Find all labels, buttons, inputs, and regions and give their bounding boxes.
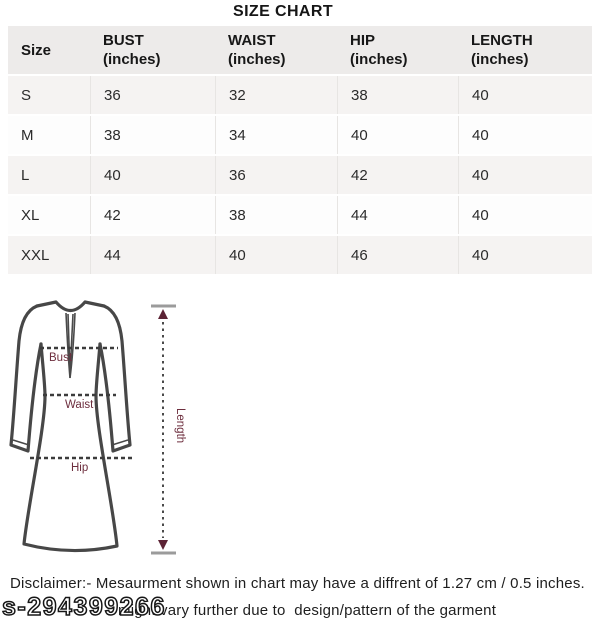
cell-length: 40 (458, 236, 592, 274)
column-header-length (458, 26, 592, 74)
cell-hip: 46 (337, 236, 458, 274)
cell-waist: 32 (215, 76, 337, 114)
bust-label: Bust (49, 352, 73, 364)
waist-label: Waist (65, 399, 94, 411)
cell-length: 40 (458, 116, 592, 154)
garment-measurement-diagram (0, 293, 220, 573)
cell-bust: 44 (90, 236, 215, 274)
cell-bust: 40 (90, 156, 215, 194)
length-arrow (151, 306, 176, 553)
neck-placket-lines (66, 313, 75, 378)
disclaimer-line-1: Disclaimer:- Mesaurment shown in chart may have a diffrent of 1.27 cm / 0.5 inches. (10, 575, 585, 592)
table-row-xxl (8, 236, 592, 274)
column-header-hip (337, 26, 458, 74)
column-label: BUST (103, 32, 144, 49)
column-label: Size (21, 41, 52, 59)
cell-length: 40 (458, 196, 592, 234)
cell-length: 40 (458, 76, 592, 114)
cell-waist: 34 (215, 116, 337, 154)
cell-size: XXL (21, 246, 50, 264)
cell-waist: 36 (215, 156, 337, 194)
column-sublabel: (inches) (471, 51, 529, 68)
cell-size: S (21, 86, 32, 104)
cell-bust: 38 (90, 116, 215, 154)
cell-hip: 40 (337, 116, 458, 154)
cell-waist: 40 (215, 236, 337, 274)
cell-hip: 38 (337, 76, 458, 114)
cell-waist: 38 (215, 196, 337, 234)
cell-length: 40 (458, 156, 592, 194)
column-header-size (8, 26, 90, 74)
cell-hip: 42 (337, 156, 458, 194)
cell-size: L (21, 166, 30, 184)
column-label: LENGTH (471, 32, 533, 49)
kurti-outline-drawing (11, 302, 130, 551)
cell-bust: 42 (90, 196, 215, 234)
table-row-l (8, 156, 592, 194)
cell-size: XL (21, 206, 40, 224)
hip-label: Hip (71, 462, 89, 474)
cell-hip: 44 (337, 196, 458, 234)
column-sublabel: (inches) (228, 51, 286, 68)
table-row-m (8, 116, 592, 154)
cell-bust: 36 (90, 76, 215, 114)
disclaimer-line-2: might vary further due to design/pattern of the garment (118, 602, 497, 619)
cell-size: M (21, 126, 34, 144)
arrow-down-icon (158, 540, 168, 550)
size-table (8, 26, 592, 274)
table-row-xl (8, 196, 592, 234)
column-label: HIP (350, 32, 376, 49)
column-sublabel: (inches) (103, 51, 161, 68)
column-header-waist (215, 26, 337, 74)
table-row-s (8, 76, 592, 114)
column-header-bust (90, 26, 215, 74)
column-label: WAIST (228, 32, 276, 49)
column-sublabel: (inches) (350, 51, 408, 68)
page-title: SIZE CHART (233, 3, 333, 20)
catalog-id-watermark: s-294399266 (2, 593, 166, 621)
length-label: Length (174, 408, 186, 444)
table-header-row (8, 26, 592, 74)
arrow-up-icon (158, 309, 168, 319)
